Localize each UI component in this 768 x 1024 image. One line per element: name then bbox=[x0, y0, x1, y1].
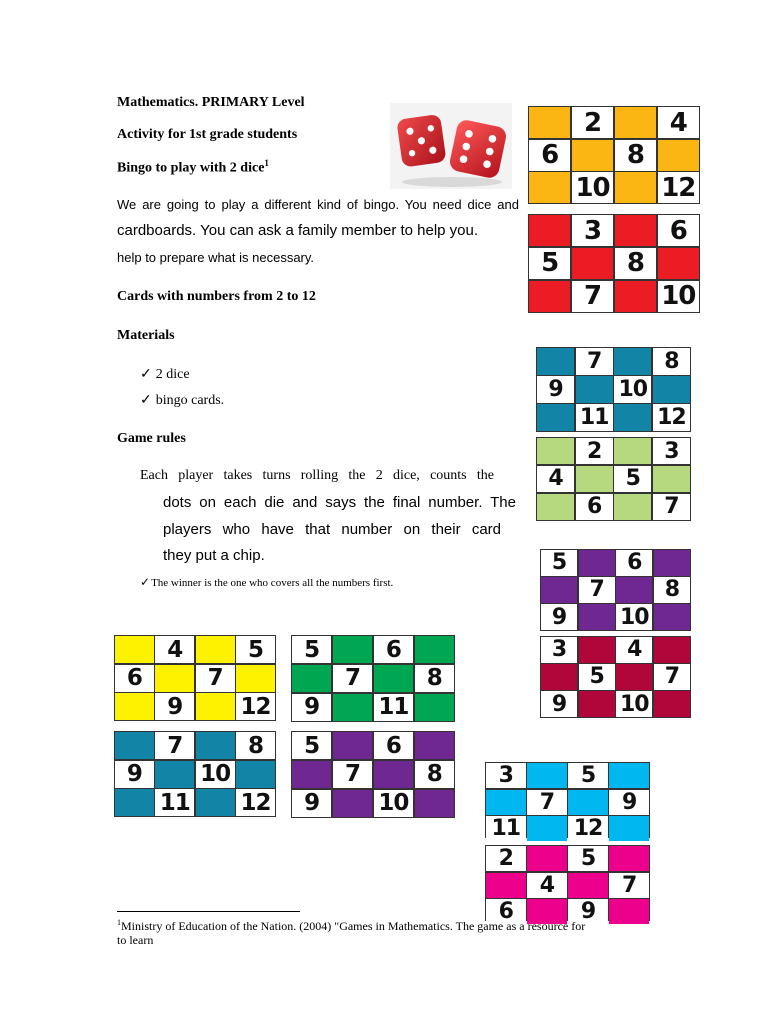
checkmark-icon: ✓ bbox=[140, 393, 152, 408]
bingo-number-cell: 5 bbox=[292, 732, 331, 759]
bingo-color-cell bbox=[196, 693, 235, 720]
bingo-number-cell: 10 bbox=[374, 790, 413, 817]
bingo-number-cell: 12 bbox=[653, 404, 690, 431]
bingo-color-cell bbox=[333, 732, 372, 759]
bingo-number-cell: 5 bbox=[579, 664, 615, 690]
bingo-card bbox=[540, 636, 691, 718]
bingo-number-cell: 5 bbox=[236, 636, 275, 663]
bingo-number-cell: 5 bbox=[541, 550, 577, 576]
bingo-number-cell: 9 bbox=[609, 790, 649, 815]
bingo-card bbox=[291, 635, 455, 722]
bingo-number-cell: 9 bbox=[155, 693, 194, 720]
bingo-color-cell bbox=[614, 348, 651, 375]
bingo-color-cell bbox=[653, 466, 690, 492]
bingo-color-cell bbox=[537, 438, 574, 464]
bingo-color-cell bbox=[415, 694, 454, 721]
bingo-number-cell: 4 bbox=[537, 466, 574, 492]
bingo-color-cell bbox=[155, 761, 194, 788]
bingo-number-cell: 11 bbox=[486, 816, 526, 841]
bingo-color-cell bbox=[374, 665, 413, 692]
bingo-number-cell: 5 bbox=[568, 763, 608, 788]
bingo-color-cell bbox=[609, 816, 649, 841]
bingo-color-cell bbox=[115, 693, 154, 720]
bingo-color-cell bbox=[333, 636, 372, 663]
bingo-color-cell bbox=[529, 107, 570, 138]
bingo-number-cell: 9 bbox=[537, 376, 574, 403]
bingo-number-cell: 3 bbox=[541, 637, 577, 663]
rules-winner-line bbox=[140, 575, 393, 590]
bingo-color-cell bbox=[615, 107, 656, 138]
footnote-divider bbox=[117, 911, 300, 912]
materials-item-label: 2 dice bbox=[155, 367, 190, 382]
bingo-number-cell: 6 bbox=[658, 215, 699, 246]
bingo-number-cell: 4 bbox=[658, 107, 699, 138]
die-left bbox=[396, 114, 446, 168]
bingo-card bbox=[291, 731, 455, 818]
bingo-color-cell bbox=[529, 281, 570, 312]
bingo-color-cell bbox=[572, 140, 613, 171]
bingo-color-cell bbox=[654, 550, 690, 576]
bingo-color-cell bbox=[615, 281, 656, 312]
bingo-color-cell bbox=[196, 636, 235, 663]
bingo-number-cell: 6 bbox=[616, 550, 652, 576]
bingo-number-cell: 9 bbox=[292, 790, 331, 817]
bingo-color-cell bbox=[609, 846, 649, 871]
bingo-color-cell bbox=[658, 248, 699, 279]
rules-line-4: they put a chip. bbox=[163, 547, 265, 564]
checkmark-icon: ✓ bbox=[140, 367, 152, 382]
bingo-number-cell: 11 bbox=[576, 404, 613, 431]
bingo-color-cell bbox=[333, 694, 372, 721]
checkmark-icon: ✓ bbox=[140, 575, 151, 589]
bingo-color-cell bbox=[115, 789, 154, 816]
bingo-number-cell: 11 bbox=[374, 694, 413, 721]
intro-line-3: help to prepare what is necessary. bbox=[117, 250, 315, 265]
bingo-number-cell: 8 bbox=[415, 665, 454, 692]
bingo-number-cell: 12 bbox=[568, 816, 608, 841]
bingo-color-cell bbox=[654, 604, 690, 630]
bingo-number-cell: 6 bbox=[115, 665, 154, 692]
bingo-number-cell: 7 bbox=[333, 665, 372, 692]
bingo-color-cell bbox=[615, 172, 656, 203]
bingo-color-cell bbox=[614, 494, 651, 520]
bingo-color-cell bbox=[541, 664, 577, 690]
bingo-card bbox=[114, 731, 276, 817]
bingo-color-cell bbox=[529, 172, 570, 203]
bingo-color-cell bbox=[579, 691, 615, 717]
bingo-number-cell: 4 bbox=[155, 636, 194, 663]
bingo-number-cell: 3 bbox=[653, 438, 690, 464]
rules-winner-text: The winner is the one who covers all the numbers first. bbox=[151, 577, 394, 589]
cards-heading: Cards with numbers from 2 to 12 bbox=[117, 289, 316, 304]
bingo-color-cell bbox=[196, 732, 235, 759]
bingo-number-cell: 7 bbox=[609, 873, 649, 898]
bingo-color-cell bbox=[236, 761, 275, 788]
bingo-number-cell: 7 bbox=[196, 665, 235, 692]
bingo-color-cell bbox=[527, 846, 567, 871]
bingo-number-cell: 10 bbox=[614, 376, 651, 403]
bingo-number-cell: 8 bbox=[653, 348, 690, 375]
bingo-number-cell: 10 bbox=[572, 172, 613, 203]
bingo-color-cell bbox=[486, 873, 526, 898]
bingo-number-cell: 10 bbox=[616, 691, 652, 717]
bingo-number-cell: 5 bbox=[614, 466, 651, 492]
bingo-number-cell: 8 bbox=[615, 248, 656, 279]
bingo-number-cell: 7 bbox=[654, 664, 690, 690]
bingo-color-cell bbox=[115, 636, 154, 663]
bingo-number-cell: 2 bbox=[572, 107, 613, 138]
bingo-color-cell bbox=[527, 763, 567, 788]
bingo-color-cell bbox=[615, 215, 656, 246]
bingo-color-cell bbox=[614, 438, 651, 464]
bingo-color-cell bbox=[527, 816, 567, 841]
bingo-color-cell bbox=[537, 404, 574, 431]
bingo-color-cell bbox=[196, 789, 235, 816]
bingo-number-cell: 7 bbox=[572, 281, 613, 312]
footnote-mark: 1 bbox=[117, 918, 121, 927]
rules-line-3: players who have that number on their card bbox=[163, 521, 501, 538]
bingo-number-cell: 5 bbox=[529, 248, 570, 279]
bingo-card bbox=[536, 437, 691, 521]
bingo-number-cell: 10 bbox=[616, 604, 652, 630]
bingo-card bbox=[536, 347, 691, 432]
bingo-color-cell bbox=[609, 899, 649, 924]
bingo-number-cell: 12 bbox=[236, 789, 275, 816]
bingo-heading bbox=[117, 158, 269, 177]
bingo-color-cell bbox=[658, 140, 699, 171]
bingo-color-cell bbox=[529, 215, 570, 246]
bingo-color-cell bbox=[616, 664, 652, 690]
bingo-number-cell: 8 bbox=[236, 732, 275, 759]
bingo-number-cell: 4 bbox=[527, 873, 567, 898]
bingo-number-cell: 3 bbox=[486, 763, 526, 788]
bingo-color-cell bbox=[572, 248, 613, 279]
bingo-color-cell bbox=[579, 550, 615, 576]
bingo-color-cell bbox=[576, 376, 613, 403]
materials-item-label: bingo cards. bbox=[155, 393, 225, 408]
bingo-color-cell bbox=[292, 761, 331, 788]
bingo-number-cell: 6 bbox=[374, 636, 413, 663]
bingo-color-cell bbox=[537, 494, 574, 520]
bingo-color-cell bbox=[292, 665, 331, 692]
bingo-number-cell: 10 bbox=[196, 761, 235, 788]
bingo-card bbox=[485, 845, 650, 924]
bingo-number-cell: 9 bbox=[292, 694, 331, 721]
bingo-color-cell bbox=[541, 577, 577, 603]
bingo-number-cell: 7 bbox=[333, 761, 372, 788]
bingo-color-cell bbox=[415, 790, 454, 817]
bingo-number-cell: 9 bbox=[115, 761, 154, 788]
rules-line-1: Each player takes turns rolling the 2 dice, counts the bbox=[140, 468, 494, 483]
bingo-number-cell: 3 bbox=[572, 215, 613, 246]
bingo-card bbox=[528, 106, 700, 204]
bingo-number-cell: 5 bbox=[568, 846, 608, 871]
bingo-number-cell: 8 bbox=[654, 577, 690, 603]
bingo-number-cell: 6 bbox=[529, 140, 570, 171]
bingo-color-cell bbox=[115, 732, 154, 759]
bingo-number-cell: 9 bbox=[568, 899, 608, 924]
bingo-number-cell: 6 bbox=[576, 494, 613, 520]
activity-subtitle: Activity for 1st grade students bbox=[117, 127, 298, 142]
bingo-color-cell bbox=[568, 873, 608, 898]
bingo-number-cell: 12 bbox=[236, 693, 275, 720]
bingo-card bbox=[114, 635, 276, 721]
footnote-citation: Ministry of Education of the Nation. (2004) "Games in Mathematics. The game as a resource for bbox=[121, 919, 586, 933]
bingo-number-cell: 5 bbox=[292, 636, 331, 663]
bingo-color-cell bbox=[614, 404, 651, 431]
footnote-line-1 bbox=[117, 918, 585, 934]
bingo-color-cell bbox=[415, 732, 454, 759]
bingo-color-cell bbox=[616, 577, 652, 603]
bingo-color-cell bbox=[579, 637, 615, 663]
rules-heading: Game rules bbox=[117, 431, 186, 446]
intro-line-1: We are going to play a different kind of bingo. You need dice and bbox=[117, 197, 519, 212]
bingo-number-cell: 7 bbox=[527, 790, 567, 815]
bingo-color-cell bbox=[579, 604, 615, 630]
dice-image bbox=[390, 103, 512, 189]
bingo-number-cell: 8 bbox=[415, 761, 454, 788]
footnote-reference: 1 bbox=[264, 158, 269, 168]
bingo-number-cell: 12 bbox=[658, 172, 699, 203]
bingo-heading-text: Bingo to play with 2 dice bbox=[117, 160, 265, 176]
bingo-color-cell bbox=[333, 790, 372, 817]
page-title: Mathematics. PRIMARY Level bbox=[117, 95, 305, 110]
materials-item-dice bbox=[140, 366, 190, 383]
materials-item-cards bbox=[140, 392, 224, 409]
bingo-color-cell bbox=[537, 348, 574, 375]
intro-line-2: cardboards. You can ask a family member to help you. bbox=[117, 222, 479, 239]
bingo-number-cell: 7 bbox=[579, 577, 615, 603]
bingo-color-cell bbox=[654, 637, 690, 663]
bingo-color-cell bbox=[654, 691, 690, 717]
bingo-number-cell: 6 bbox=[486, 899, 526, 924]
die-right bbox=[448, 118, 508, 179]
bingo-color-cell bbox=[374, 761, 413, 788]
bingo-number-cell: 7 bbox=[155, 732, 194, 759]
bingo-color-cell bbox=[486, 790, 526, 815]
bingo-number-cell: 9 bbox=[541, 691, 577, 717]
bingo-color-cell bbox=[568, 790, 608, 815]
bingo-color-cell bbox=[236, 665, 275, 692]
bingo-color-cell bbox=[609, 763, 649, 788]
footnote-line-2: to learn bbox=[117, 933, 154, 947]
bingo-number-cell: 11 bbox=[155, 789, 194, 816]
bingo-number-cell: 7 bbox=[653, 494, 690, 520]
bingo-color-cell bbox=[576, 466, 613, 492]
bingo-color-cell bbox=[415, 636, 454, 663]
bingo-number-cell: 4 bbox=[616, 637, 652, 663]
bingo-number-cell: 2 bbox=[486, 846, 526, 871]
bingo-number-cell: 2 bbox=[576, 438, 613, 464]
bingo-card bbox=[528, 214, 700, 313]
bingo-card bbox=[485, 762, 650, 841]
bingo-number-cell: 7 bbox=[576, 348, 613, 375]
bingo-number-cell: 6 bbox=[374, 732, 413, 759]
bingo-card bbox=[540, 549, 691, 631]
bingo-number-cell: 9 bbox=[541, 604, 577, 630]
bingo-number-cell: 10 bbox=[658, 281, 699, 312]
bingo-color-cell bbox=[653, 376, 690, 403]
rules-line-2: dots on each die and says the final number. The bbox=[163, 494, 516, 511]
materials-heading: Materials bbox=[117, 328, 175, 343]
bingo-color-cell bbox=[155, 665, 194, 692]
bingo-number-cell: 8 bbox=[615, 140, 656, 171]
